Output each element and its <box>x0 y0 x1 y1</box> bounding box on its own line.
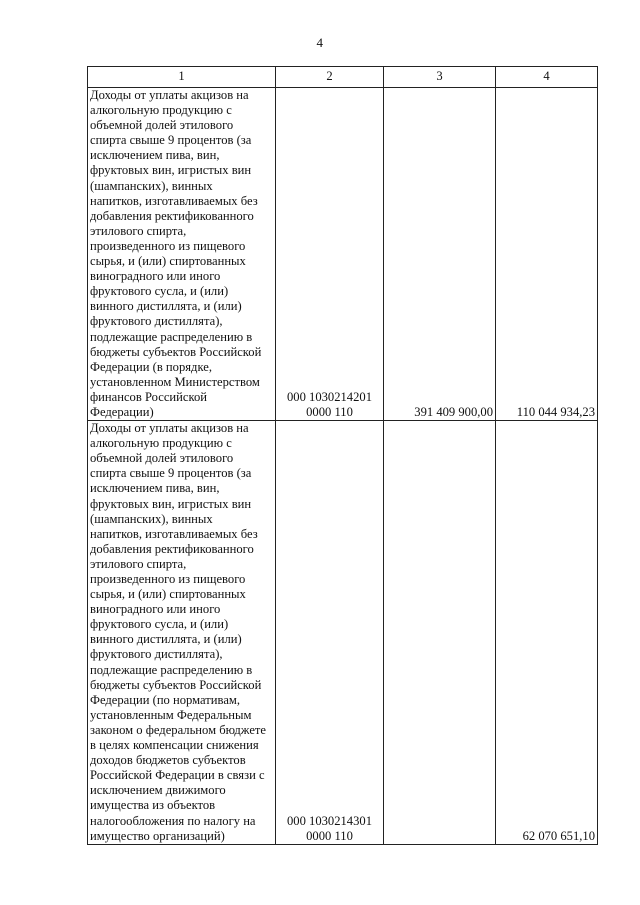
table-header-row <box>88 67 598 88</box>
table-row <box>88 88 598 421</box>
column-header-1: 1 <box>88 67 276 88</box>
column-header-2: 2 <box>276 67 384 88</box>
column-header-4: 4 <box>496 67 598 88</box>
page-number: 4 <box>316 35 324 50</box>
column-header-3: 3 <box>384 67 496 88</box>
amount-column-3: 391 409 900,00 <box>384 88 496 421</box>
budget-classification-code: 000 1030214201 0000 110 <box>276 88 384 421</box>
amount-column-4: 110 044 934,23 <box>496 88 598 421</box>
budget-revenue-table <box>87 66 598 845</box>
amount-column-4: 62 070 651,10 <box>496 421 598 845</box>
amount-column-3 <box>384 421 496 845</box>
budget-classification-code: 000 1030214301 0000 110 <box>276 421 384 845</box>
revenue-description: Доходы от уплаты акцизов на алкогольную продукцию с объемной долей этилового спирта свыше 9 процентов (за исключением пива, вин, фруктовых вин, игристых вин (шампанских), винных напитков, изготавливаемых без добавления ректификованного этилового спирта, произведенного из пищевого сырья, и (или) спиртованных виноградного или иного фруктового сусла, и (или) винного дистиллята, и (или) фруктового дистиллята), подлежащие распределению в бюджеты субъектов Российской Федерации (по нормативам, установленным Федеральным законом о федеральном бюджете в целях компенсации снижения доходов бюджетов субъектов Российской Федерации в связи с исключением движимого имущества из объектов налогообложения по налогу на имущество организаций) <box>88 421 276 845</box>
revenue-description: Доходы от уплаты акцизов на алкогольную продукцию с объемной долей этилового спирта свыше 9 процентов (за исключением пива, вин, фруктовых вин, игристых вин (шампанских), винных напитков, изготавливаемых без добавления ректификованного этилового спирта, произведенного из пищевого сырья, и (или) спиртованных виноградного или иного фруктового сусла, и (или) винного дистиллята, и (или) фруктового дистиллята), подлежащие распределению в бюджеты субъектов Российской Федерации (в порядке, установленном Министерством финансов Российской Федерации) <box>88 88 276 421</box>
table-row <box>88 421 598 845</box>
